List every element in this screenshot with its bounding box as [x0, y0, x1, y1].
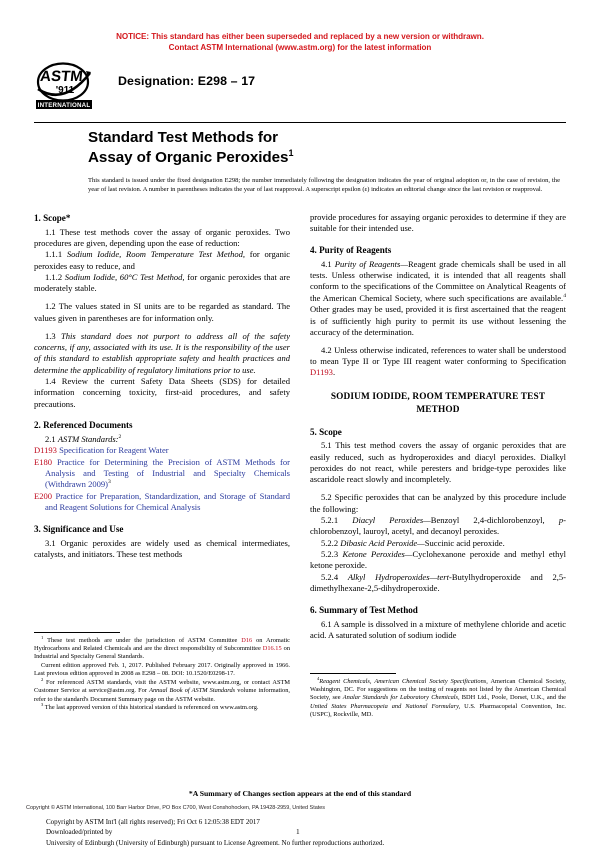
- svg-text:'911: '911: [55, 85, 75, 96]
- reference-item[interactable]: [34, 491, 290, 514]
- para-1-1-2: 1.1.2 Sodium Iodide, 60°C Test Method, for organic peroxides that are moderately stable.: [34, 271, 290, 294]
- inline-reference-link[interactable]: D1193: [310, 367, 333, 378]
- reference-id[interactable]: E200: [34, 490, 53, 501]
- center-heading-line-2: METHOD: [416, 404, 460, 415]
- reference-title[interactable]: Specification for Reagent Water: [59, 445, 169, 456]
- left-column: [34, 212, 290, 560]
- superseded-notice: [0, 31, 600, 53]
- page-title: [88, 128, 558, 167]
- astm-logo-wordmark: ASTM: [39, 68, 84, 85]
- para-continued: provide procedures for assaying organic peroxides to determine if they are suitable for their intended use.: [310, 212, 566, 234]
- masthead: [34, 62, 574, 118]
- licensee-line: University of Edinburgh (University of Edinburgh) pursuant to License Agreement. No further reproductions authorized.: [46, 838, 385, 847]
- para-1-1-1: 1.1.1 Sodium Iodide, Room Temperature Test Method, for organic peroxides easy to reduce, and: [34, 249, 291, 271]
- para-5-1: 5.1 This test method covers the assay of organic peroxides that are easily reduced, such as hydroperoxides and diacyl peroxides. Dialkyl peroxides do not react, while peresters and bridge-type peroxides like ascaridole react slowly and incompletely.: [310, 440, 566, 485]
- notice-line-2: Contact ASTM International (www.astm.org) for the latest information: [168, 43, 432, 52]
- astm-logo: [34, 62, 94, 112]
- downloaded-printed-by: Downloaded/printed by: [46, 828, 113, 837]
- reference-item[interactable]: [34, 457, 290, 491]
- footnote-2: $^2$ For referenced ASTM standards, visit the ASTM website, www.astm.org, or contact ASTM Customer Service at service@astm.org. For Annual Book of ASTM Standards volume information, refer to the standard's Document Summary page on the ASTM website.: [34, 676, 290, 703]
- footnote-4: $^4$Reagent Chemicals, American Chemical Society Specifications, American Chemical Society, Washington, DC. For suggestions on the testing of reagents not listed by the American Chemical Society, see Analar Standards for Laboratory Chemicals, BDH Ltd., Poole, Dorset, U.K., and the United States Pharmacopeia and National Formulary, U.S. Pharmacopeial Convention, Inc. (USPC), Rockville, MD.: [310, 675, 566, 719]
- reference-id[interactable]: E180: [34, 456, 53, 467]
- astm-logo-international: INTERNATIONAL: [37, 102, 91, 109]
- para-5-2: 5.2 Specific peroxides that can be analyzed by this procedure include the following:: [310, 492, 566, 514]
- section-heading-sodium-iodide: [310, 391, 566, 417]
- para-1-3: 1.3 This standard does not purport to address all of the safety concerns, if any, associated with its use. It is the responsibility of the user of this standard to establish appropriate safety and health practices and determine the applicability of regulatory limitations prior to use.: [34, 330, 290, 375]
- reference-footnote-marker: 3: [108, 479, 111, 486]
- notice-line-1: NOTICE: This standard has either been superseded and replaced by a new version or withdrawn.: [116, 32, 484, 41]
- title-line-2: Assay of Organic Peroxides$^1$: [88, 147, 294, 166]
- footnote-1: $^1$ These test methods are under the jurisdiction of ASTM Committee D16 on Aromatic Hydrocarbons and Related Chemicals and are the direct responsibility of Subcommittee D16.15 on Industrial and Specialty General Standards.: [34, 634, 290, 661]
- summary-of-changes-note: *A Summary of Changes section appears at the end of this standard: [188, 789, 412, 798]
- download-info: [46, 817, 566, 848]
- para-4-2: 4.2 Unless otherwise indicated, references to water shall be understood to mean Type II or Type III reagent water conforming to Specification D1193.: [310, 344, 566, 378]
- para-5-2-2: 5.2.2 Dibasic Acid Peroxide—Succinic acid peroxide.: [321, 537, 505, 548]
- footnote-1-edition: Current edition approved Feb. 1, 2017. Published February 2017. Originally approved in 1966. Last previous edition approved in 2008 as E298 – 08. DOI: 10.1520/E0298-17.: [34, 661, 290, 678]
- reference-title[interactable]: Practice for Preparation, Standardization, and Storage of Standard and Reagent Solutions for Chemical Analysis: [45, 490, 290, 513]
- para-5-2-4: 5.2.4 Alkyl Hydroperoxides—tert-Butylhydroperoxide and 2,5-dimethylhexane-2,5-dihydroperoxide.: [310, 571, 566, 594]
- footnote-3: $^3$ The last approved version of this historical standard is referenced on www.astm.org.: [41, 702, 259, 712]
- para-3-1: 3.1 Organic peroxides are widely used as chemical intermediates, catalysts, and initiators. These test methods: [34, 537, 290, 559]
- footnote-divider: [310, 673, 396, 674]
- heading-significance-and-use: 3. Significance and Use: [34, 523, 124, 534]
- heading-summary-of-test-method: 6. Summary of Test Method: [310, 604, 418, 615]
- title-footnote-marker: 1: [288, 147, 294, 158]
- heading-purity-of-reagents: 4. Purity of Reagents: [310, 245, 392, 256]
- heading-referenced-documents: 2. Referenced Documents: [34, 420, 133, 431]
- download-copyright-line: Copyright by ASTM Int'l (all rights reserved); Fri Oct 6 12:05:38 EDT 2017: [46, 818, 260, 826]
- preamble-text: This standard is issued under the fixed designation E298; the number immediately following the designation indicates the year of original adoption or, in the case of revision, the year of last revision. A number in parentheses indicates the year of last reapproval. A superscript epsilon (ε) indicates an editorial change since the last revision or reapproval.: [88, 177, 560, 194]
- header-divider: [34, 122, 566, 123]
- para-1-2: 1.2 The values stated in SI units are to be regarded as standard. The values given in parentheses are for information only.: [34, 301, 290, 323]
- heading-scope: 1. Scope*: [34, 213, 71, 223]
- para-5-2-3: 5.2.3 Ketone Peroxides—Cyclohexanone peroxide and methyl ethyl ketone peroxide.: [310, 549, 566, 571]
- footnotes-left: [34, 627, 290, 713]
- para-5-2-1: 5.2.1 Diacyl Peroxides—Benzoyl 2,4-dichlorobenzoyl, p-chlorobenzoyl, lauroyl, acetyl, and decanoyl peroxides.: [310, 515, 566, 537]
- reference-title[interactable]: Practice for Determining the Precision of ASTM Methods for Analysis and Testing of Industrial and Specialty Chemicals (Withdrawn 2009): [45, 456, 291, 490]
- copyright-line: Copyright © ASTM International, 100 Barr Harbor Drive, PO Box C700, West Conshohocken, PA 19428-2959, United States: [26, 805, 326, 811]
- heading-scope-5: 5. Scope: [310, 426, 342, 437]
- para-4-1: 4.1 Purity of Reagents—Reagent grade chemicals shall be used in all tests. Unless otherwise indicated, it is intended that all reagents shall conform to the specifications of the Committee on Analytical Reagents of the American Chemical Society, where such specifications are available.$^4$ Other grades may be used, provided it is first ascertained that the reagent is of sufficiently high purity to permit its use without lessening the accuracy of the determination.: [310, 258, 566, 337]
- para-6-1: 6.1 A sample is dissolved in a mixture of methylene chloride and acetic acid. A saturated solution of sodium iodide: [310, 618, 566, 640]
- footnote-divider: [34, 632, 120, 633]
- page-number: 1: [296, 827, 300, 836]
- title-line-1: Standard Test Methods for: [88, 129, 279, 146]
- para-1-1: 1.1 These test methods cover the assay of organic peroxides. Two procedures are given, depending upon the ease of reduction:: [34, 226, 290, 248]
- reference-item[interactable]: [34, 445, 290, 456]
- committee-link[interactable]: D16: [241, 636, 253, 644]
- reference-id[interactable]: D1193: [34, 445, 57, 456]
- right-column: [310, 212, 566, 641]
- para-1-4: 1.4 Review the current Safety Data Sheets (SDS) for detailed information concerning toxicity, first-aid procedures, and safety precautions.: [34, 375, 290, 409]
- subcommittee-link[interactable]: D16.15: [262, 644, 282, 652]
- footnotes-right: [310, 668, 566, 720]
- designation-label: Designation: E298 – 17: [118, 74, 256, 88]
- para-2-1: 2.1 ASTM Standards:$^2$: [45, 434, 122, 445]
- center-heading-line-1: SODIUM IODIDE, ROOM TEMPERATURE TEST: [330, 391, 546, 402]
